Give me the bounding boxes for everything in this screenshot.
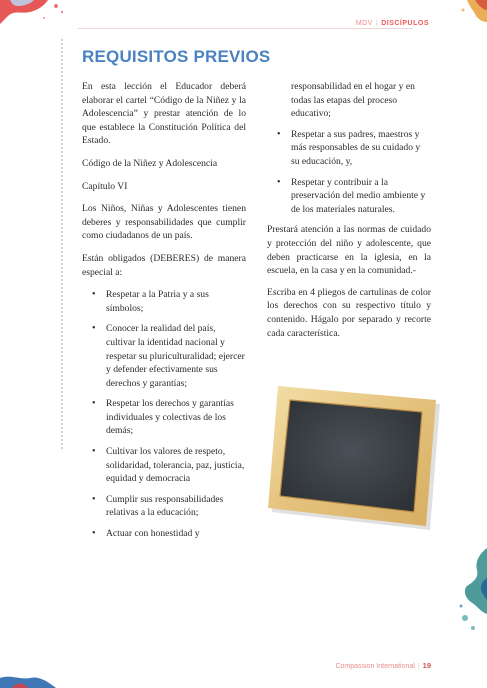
care-paragraph: Prestará atención a las normas de cuidado y protección del niño y adolescente, que deben practicarse en la iglesia, en la escuela, en la casa y en la comunidad.- bbox=[267, 224, 431, 277]
paint-splash-top-right bbox=[455, 0, 487, 28]
instructions-paragraph: Escriba en 4 pliegos de cartulinas de color los derechos con su respectivo título y contenido. Hágalo por separado y recorte cada característica. bbox=[267, 286, 431, 339]
page-footer bbox=[335, 661, 431, 670]
organization-name: Compassion International bbox=[335, 663, 415, 670]
list-item: • Conocer la realidad del país, cultivar la identidad nacional y respetar su pluriculturalidad; ejercer y defender efectivamente sus derechos y garantías; bbox=[82, 322, 246, 390]
footer-separator: | bbox=[417, 663, 420, 670]
chapter-label: Capítulo VI bbox=[82, 180, 128, 192]
chalkboard-image bbox=[268, 384, 444, 534]
list-item: • Respetar y contribuir a la preservación del medio ambiente y de los materiales naturales. bbox=[267, 176, 431, 217]
list-item: • Respetar a sus padres, maestros y más responsables de su cuidado y su educación, y, bbox=[267, 128, 431, 169]
statement-paragraph: Los Niños, Niñas y Adolescentes tienen deberes y responsabilidades que cumplir como ciudadanos de un país. bbox=[82, 203, 246, 242]
page-title: REQUISITOS PREVIOS bbox=[82, 47, 271, 66]
list-item: • Respetar los derechos y garantías individuales y colectivas de los demás; bbox=[82, 397, 246, 438]
paint-splash-right-edge bbox=[455, 548, 487, 638]
paint-splash-bottom-left bbox=[0, 672, 60, 688]
intro-paragraph: En esta lección el Educador deberá elaborar el cartel “Código de la Niñez y la Adolescencia” y prestar atención de lo que establece la Constitución Política del Estado. bbox=[82, 81, 246, 147]
list-item: • Respetar a la Patria y a sus símbolos; bbox=[82, 288, 246, 315]
chalkboard-illustration bbox=[268, 384, 444, 534]
paint-splash-top-left bbox=[0, 0, 70, 30]
subsection-label: DISCÍPULOS bbox=[381, 20, 429, 27]
dotted-margin-decoration bbox=[60, 38, 64, 450]
list-item: • Actuar con honestidad y bbox=[82, 527, 246, 541]
duties-list-continued bbox=[267, 128, 431, 217]
list-item: • Cumplir sus responsabilidades relativas a la educación; bbox=[82, 493, 246, 520]
list-item: • Cultivar los valores de respeto, solidaridad, tolerancia, paz, justicia, equidad y democracia bbox=[82, 445, 246, 486]
section-label: MDV bbox=[355, 20, 373, 27]
page-number: 19 bbox=[422, 661, 431, 670]
header-separator: | bbox=[375, 20, 379, 27]
left-column bbox=[82, 80, 246, 548]
header-rule bbox=[78, 28, 413, 29]
right-column bbox=[267, 80, 431, 349]
section-header bbox=[356, 20, 429, 27]
duties-list bbox=[82, 288, 246, 541]
list-item-continuation: responsabilidad en el hogar y en todas las etapas del proceso educativo; bbox=[291, 81, 415, 120]
obligations-intro: Están obligados (DEBERES) de manera especial a: bbox=[82, 252, 246, 278]
code-name: Código de la Niñez y Adolescencia bbox=[82, 157, 218, 169]
